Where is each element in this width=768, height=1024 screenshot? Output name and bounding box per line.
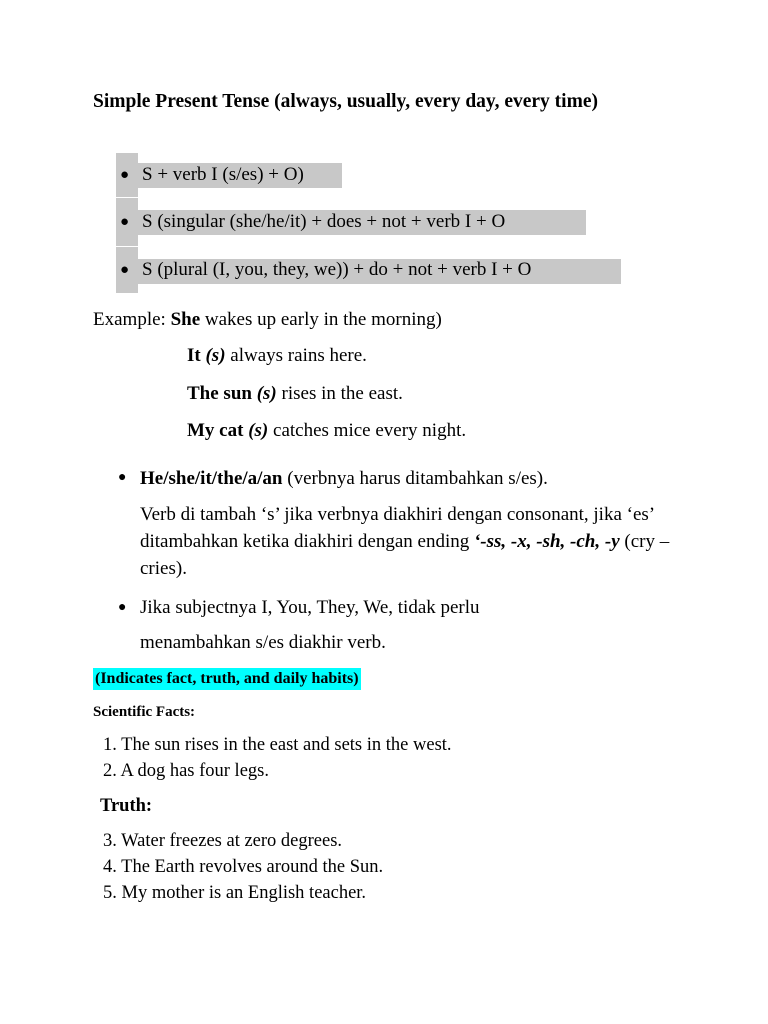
list-text: Water freezes at zero degrees. [121, 831, 343, 851]
rule-heading [140, 466, 548, 492]
list-text: The Earth revolves around the Sun. [121, 857, 384, 877]
list-item [103, 880, 366, 906]
rule-endings: ‘-ss, -x, -sh, -ch, -y [473, 531, 620, 552]
list-number: 2. [103, 761, 117, 781]
page-title: Simple Present Tense (always, usually, every day, every time) [93, 91, 598, 112]
formula-text: S + verb I (s/es) + O) [142, 164, 304, 185]
example-subject: She [170, 309, 201, 330]
example-line [187, 418, 466, 444]
list-item [103, 854, 383, 880]
list-item [103, 758, 269, 784]
example-subject: It [187, 345, 206, 366]
example-subject: My cat [187, 420, 249, 441]
list-number: 4. [103, 857, 117, 877]
highlighted-note: (Indicates fact, truth, and daily habits) [93, 668, 361, 690]
bullet-icon: ● [120, 262, 130, 278]
formula-item [116, 198, 586, 246]
example-text: rises in the east. [276, 383, 403, 404]
example-text: catches mice every night. [268, 420, 467, 441]
example-marker: (s) [205, 345, 226, 366]
list-text: My mother is an English teacher. [121, 883, 367, 903]
formula-text: S (plural (I, you, they, we)) + do + not + verb I + O [142, 259, 532, 280]
bullet-icon: ● [118, 600, 127, 615]
rule2-line: menambahkan s/es diakhir verb. [140, 632, 386, 653]
example-label: Example: [93, 309, 171, 330]
bullet-icon: ● [120, 167, 130, 183]
example-marker: (s) [248, 420, 269, 441]
list-item [103, 828, 342, 854]
list-item [103, 732, 452, 758]
example-line [93, 307, 442, 333]
formula-text: S (singular (she/he/it) + does + not + verb I + O [142, 211, 506, 232]
example-line [187, 381, 403, 407]
rule2-line: Jika subjectnya I, You, They, We, tidak perlu [140, 597, 480, 618]
rule-subjects: He/she/it/the/a/an [140, 468, 283, 489]
example-line [187, 343, 367, 369]
formula-item [116, 153, 342, 197]
rule-example: (cry – cries). [140, 531, 670, 579]
example-subject: The sun [187, 383, 257, 404]
list-number: 5. [103, 883, 117, 903]
list-number: 3. [103, 831, 117, 851]
list-text: A dog has four legs. [120, 761, 269, 781]
example-text: always rains here. [225, 345, 367, 366]
example-marker: (s) [256, 383, 277, 404]
section-heading: Truth: [100, 796, 153, 816]
section-heading: Scientific Facts: [93, 704, 196, 720]
list-number: 1. [103, 735, 117, 755]
bullet-icon: ● [118, 470, 127, 485]
rule-note: (verbnya harus ditambahkan s/es). [282, 468, 548, 489]
list-text: The sun rises in the east and sets in the west. [121, 735, 452, 755]
bullet-icon: ● [120, 214, 130, 230]
rule-explanation-text: Verb di tambah ‘s’ jika verbnya diakhiri dengan consonant, jika ‘es’ ditambahkan ketika diakhiri dengan ending [140, 504, 654, 552]
example-text: wakes up early in the morning) [200, 309, 442, 330]
formula-item [116, 247, 621, 293]
rule-explanation [140, 501, 700, 582]
